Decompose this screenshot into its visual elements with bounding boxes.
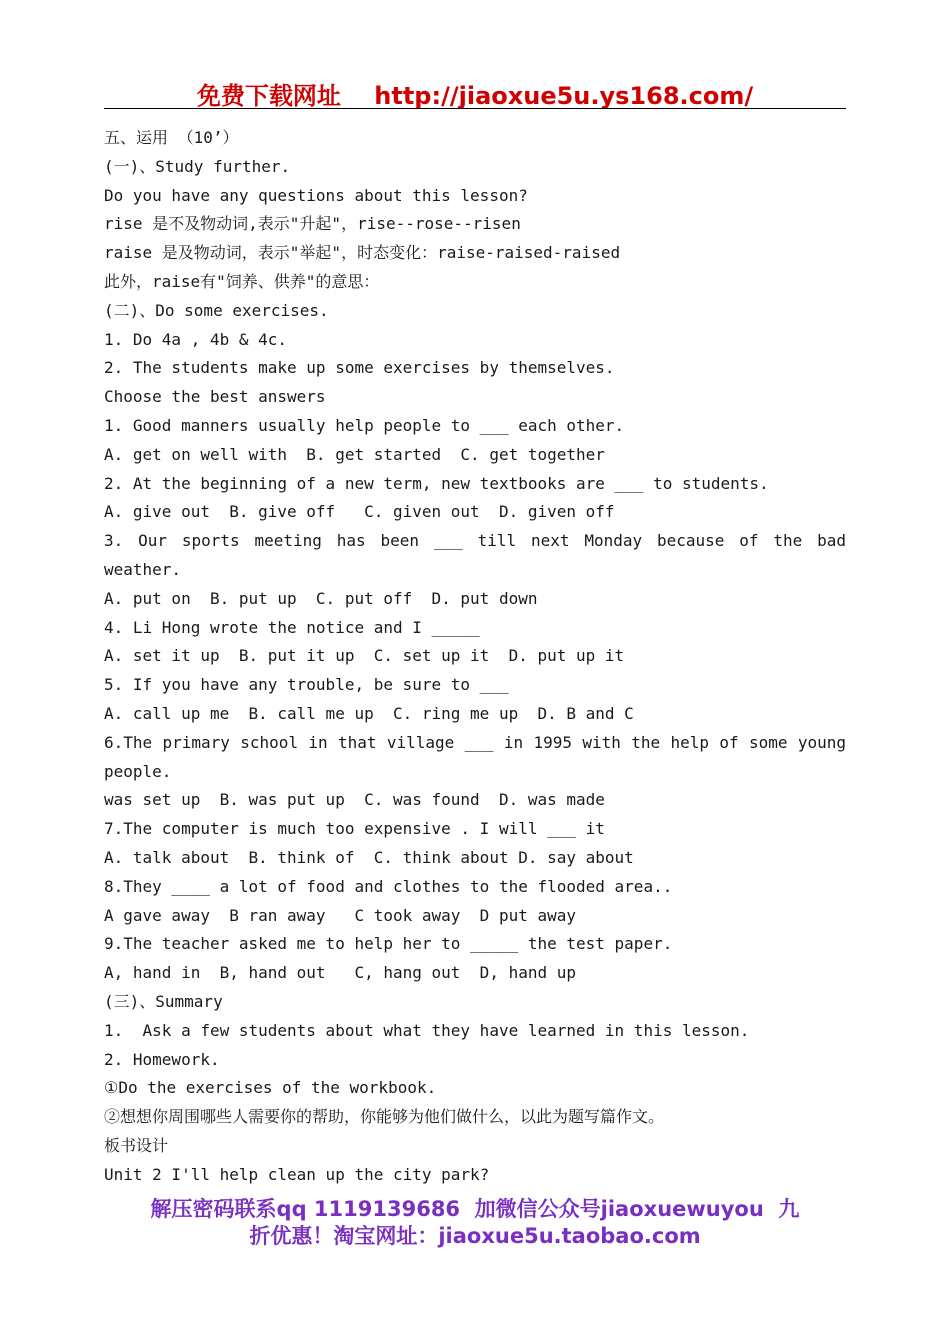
answer-options: A. call up me B. call me up C. ring me up D. B and C <box>104 703 634 723</box>
question: 4. Li Hong wrote the notice and I _____ <box>104 617 480 637</box>
text-line: 1. Do 4a , 4b & 4c. <box>104 329 288 349</box>
question: 8.They ____ a lot of food and clothes to the flooded area.. <box>104 876 673 896</box>
header-download-url: 免费下载网址 http://jiaoxue5u.ys168.com/ <box>196 82 754 110</box>
question: 1. Good manners usually help people to ___ each other. <box>104 415 625 435</box>
text-line: 2. The students make up some exercises by themselves. <box>104 358 615 378</box>
footer-contact <box>104 1196 846 1250</box>
text-line: raise 是及物动词，表示"举起"，时态变化：raise-raised-raised <box>104 243 621 263</box>
text-line: 1. Ask a few students about what they have learned in this lesson. <box>104 1020 750 1040</box>
answer-options: A gave away B ran away C took away D put away <box>104 905 577 925</box>
subsection-study-further: (一)、Study further. <box>104 156 291 176</box>
question: 5. If you have any trouble, be sure to ___ <box>104 675 509 695</box>
text-line: 2. Homework. <box>104 1049 220 1069</box>
text-line: ①Do the exercises of the workbook. <box>104 1078 437 1098</box>
footer-line-2: 折优惠！淘宝网址：jiaoxue5u.taobao.com <box>249 1224 701 1248</box>
answer-options: was set up B. was put up C. was found D. was made <box>104 790 605 810</box>
answer-options: A. put on B. put up C. put off D. put down <box>104 588 538 608</box>
question: 2. At the beginning of a new term, new textbooks are ___ to students. <box>104 473 769 493</box>
question: 7.The computer is much too expensive . I will ___ it <box>104 819 605 839</box>
answer-options: A. set it up B. put it up C. set up it D. put up it <box>104 646 625 666</box>
question: 9.The teacher asked me to help her to _____ the test paper. <box>104 934 673 954</box>
text-line: Do you have any questions about this lesson? <box>104 185 528 205</box>
answer-options: A. get on well with B. get started C. get together <box>104 444 605 464</box>
blackboard-design-heading: 板书设计 <box>104 1135 169 1155</box>
answer-options: A. give out B. give off C. given out D. given off <box>104 502 615 522</box>
header-divider <box>104 108 846 109</box>
text-line: rise 是不及物动词,表示"升起"，rise--rose--risen <box>104 214 521 234</box>
subsection-summary: (三)、Summary <box>104 991 223 1011</box>
text-line: 此外，raise有"饲养、供养"的意思： <box>104 271 380 291</box>
question-continued: people. <box>104 761 172 781</box>
lesson-body <box>104 124 846 1189</box>
question-continued: weather. <box>104 559 182 579</box>
text-line: ②想想你周围哪些人需要你的帮助，你能够为他们做什么，以此为题写篇作文。 <box>104 1107 665 1127</box>
exercise-heading: Choose the best answers <box>104 387 326 407</box>
subsection-exercises: (二)、Do some exercises. <box>104 300 329 320</box>
answer-options: A. talk about B. think of C. think about D. say about <box>104 847 634 867</box>
question: 6.The primary school in that village ___ in 1995 with the help of some young <box>104 732 846 752</box>
question: 3. Our sports meeting has been ___ till next Monday because of the bad <box>104 531 846 551</box>
footer-line-1: 解压密码联系qq 1119139686 加微信公众号jiaoxuewuyou 九 <box>150 1197 800 1221</box>
section-heading-practice: 五、运用 （10’） <box>104 128 239 147</box>
answer-options: A, hand in B, hand out C, hang out D, hand up <box>104 963 577 983</box>
unit-title: Unit 2 I'll help clean up the city park? <box>104 1164 490 1184</box>
